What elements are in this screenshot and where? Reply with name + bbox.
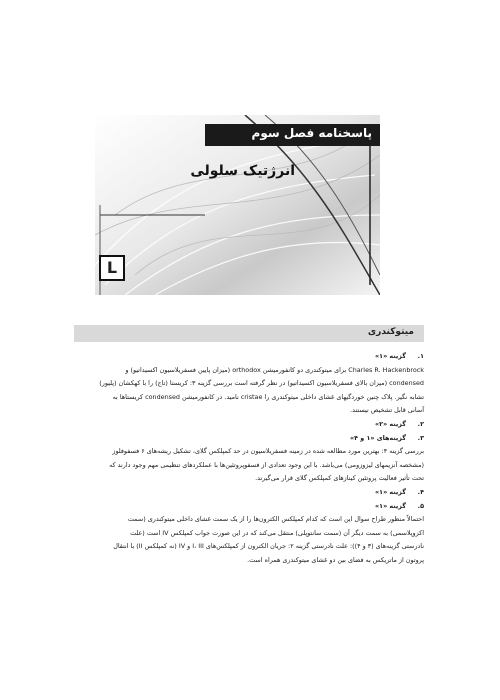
answer-label: گزینه «۱» bbox=[375, 487, 406, 496]
answer-item bbox=[74, 486, 424, 500]
answer-list bbox=[74, 350, 424, 568]
explanation-line: تشابه نگیر. پلاک چنین خوردگیهای غشای داخلی میتوکندری را cristae نامید. در کانفورمیشن condensed کریستاها به bbox=[112, 392, 424, 401]
chapter-letter-badge: L bbox=[99, 255, 125, 281]
explanation-line: (مشخصه آنزیمهای لیزوزومی) می‌باشد. با این وجود تعدادی از فسفوپروتئین‌ها با عملکردهای تنظیمی مهم وجود دارند که bbox=[109, 460, 424, 469]
answer-item bbox=[74, 500, 424, 568]
item-number: ۲. bbox=[417, 419, 424, 428]
chapter-title: پاسخنامه فصل سوم bbox=[251, 126, 372, 140]
item-number: ۱. bbox=[417, 352, 424, 360]
explanation-line: تحت تأثیر فعالیت پروتئین کینازهای کمپلکس گلای قرار می‌گیرند. bbox=[255, 474, 424, 483]
answer-item bbox=[74, 350, 424, 418]
chapter-subtitle: انرژتیک سلولی bbox=[190, 163, 295, 179]
answer-label: گزینه «۲» bbox=[375, 419, 406, 428]
item-number: ۳. bbox=[417, 433, 424, 442]
answer-label: گزینه‌های «۱ و ۴» bbox=[349, 433, 406, 442]
answer-item bbox=[74, 432, 424, 486]
explanation-line: احتمالاً منظور طراح سوال این است که کدام کمپلکس الکترون‌ها را از یک سمت غشای داخلی میتوکندری (سمت bbox=[127, 515, 424, 524]
item-number: ۵. bbox=[417, 501, 424, 510]
answer-label: گزینه «۱» bbox=[375, 352, 406, 360]
explanation bbox=[74, 513, 424, 567]
explanation-line: condensed (میزان بالای فسفریلاسیون اکسیداتیو) در نظر گرفته است بررسی گزینه ۳: کریستا (تاج) را با کهکشان (پلیور) bbox=[99, 379, 424, 388]
explanation bbox=[74, 364, 424, 418]
explanation-line: Charles R. Hackenbrock برای میتوکندری دو کانفورمیشن orthodox (میزان پایین فسفریلاسیون اکسیداتیو) و bbox=[125, 365, 424, 374]
answer-item bbox=[74, 418, 424, 432]
explanation bbox=[74, 445, 424, 486]
answer-label: گزینه «۱» bbox=[375, 501, 406, 510]
item-number: ۴. bbox=[417, 487, 424, 496]
explanation-line: نادرستی گزینه‌های (۳ و ۴)): علت نادرستی گزینه ۲: جریان الکترون از کمپلکس‌های I، III و IV (نه کمپلکس II) با انتقال bbox=[113, 542, 424, 551]
explanation-line: پروتون از ماتریکس به فضای بین دو غشای میتوکندری همراه است. bbox=[247, 555, 424, 564]
section-title: میتوکندری bbox=[367, 327, 414, 337]
explanation-line: بررسی گزینه ۴: بهترین مورد مطالعه شده در زمینه فسفریلاسیون در حد کمپلکس گلای، تشکیل ریشه‌های ۶ فسفوفلوز bbox=[112, 447, 424, 456]
explanation-line: اکزوپلاسمی) به سمت دیگر آن (سمت سانتوپلی) منتقل می‌کند که در این صورت جواب کمپلکس IV است (علت bbox=[130, 528, 424, 537]
explanation-line: آسانی قابل تشخیص نیستند. bbox=[350, 406, 424, 415]
